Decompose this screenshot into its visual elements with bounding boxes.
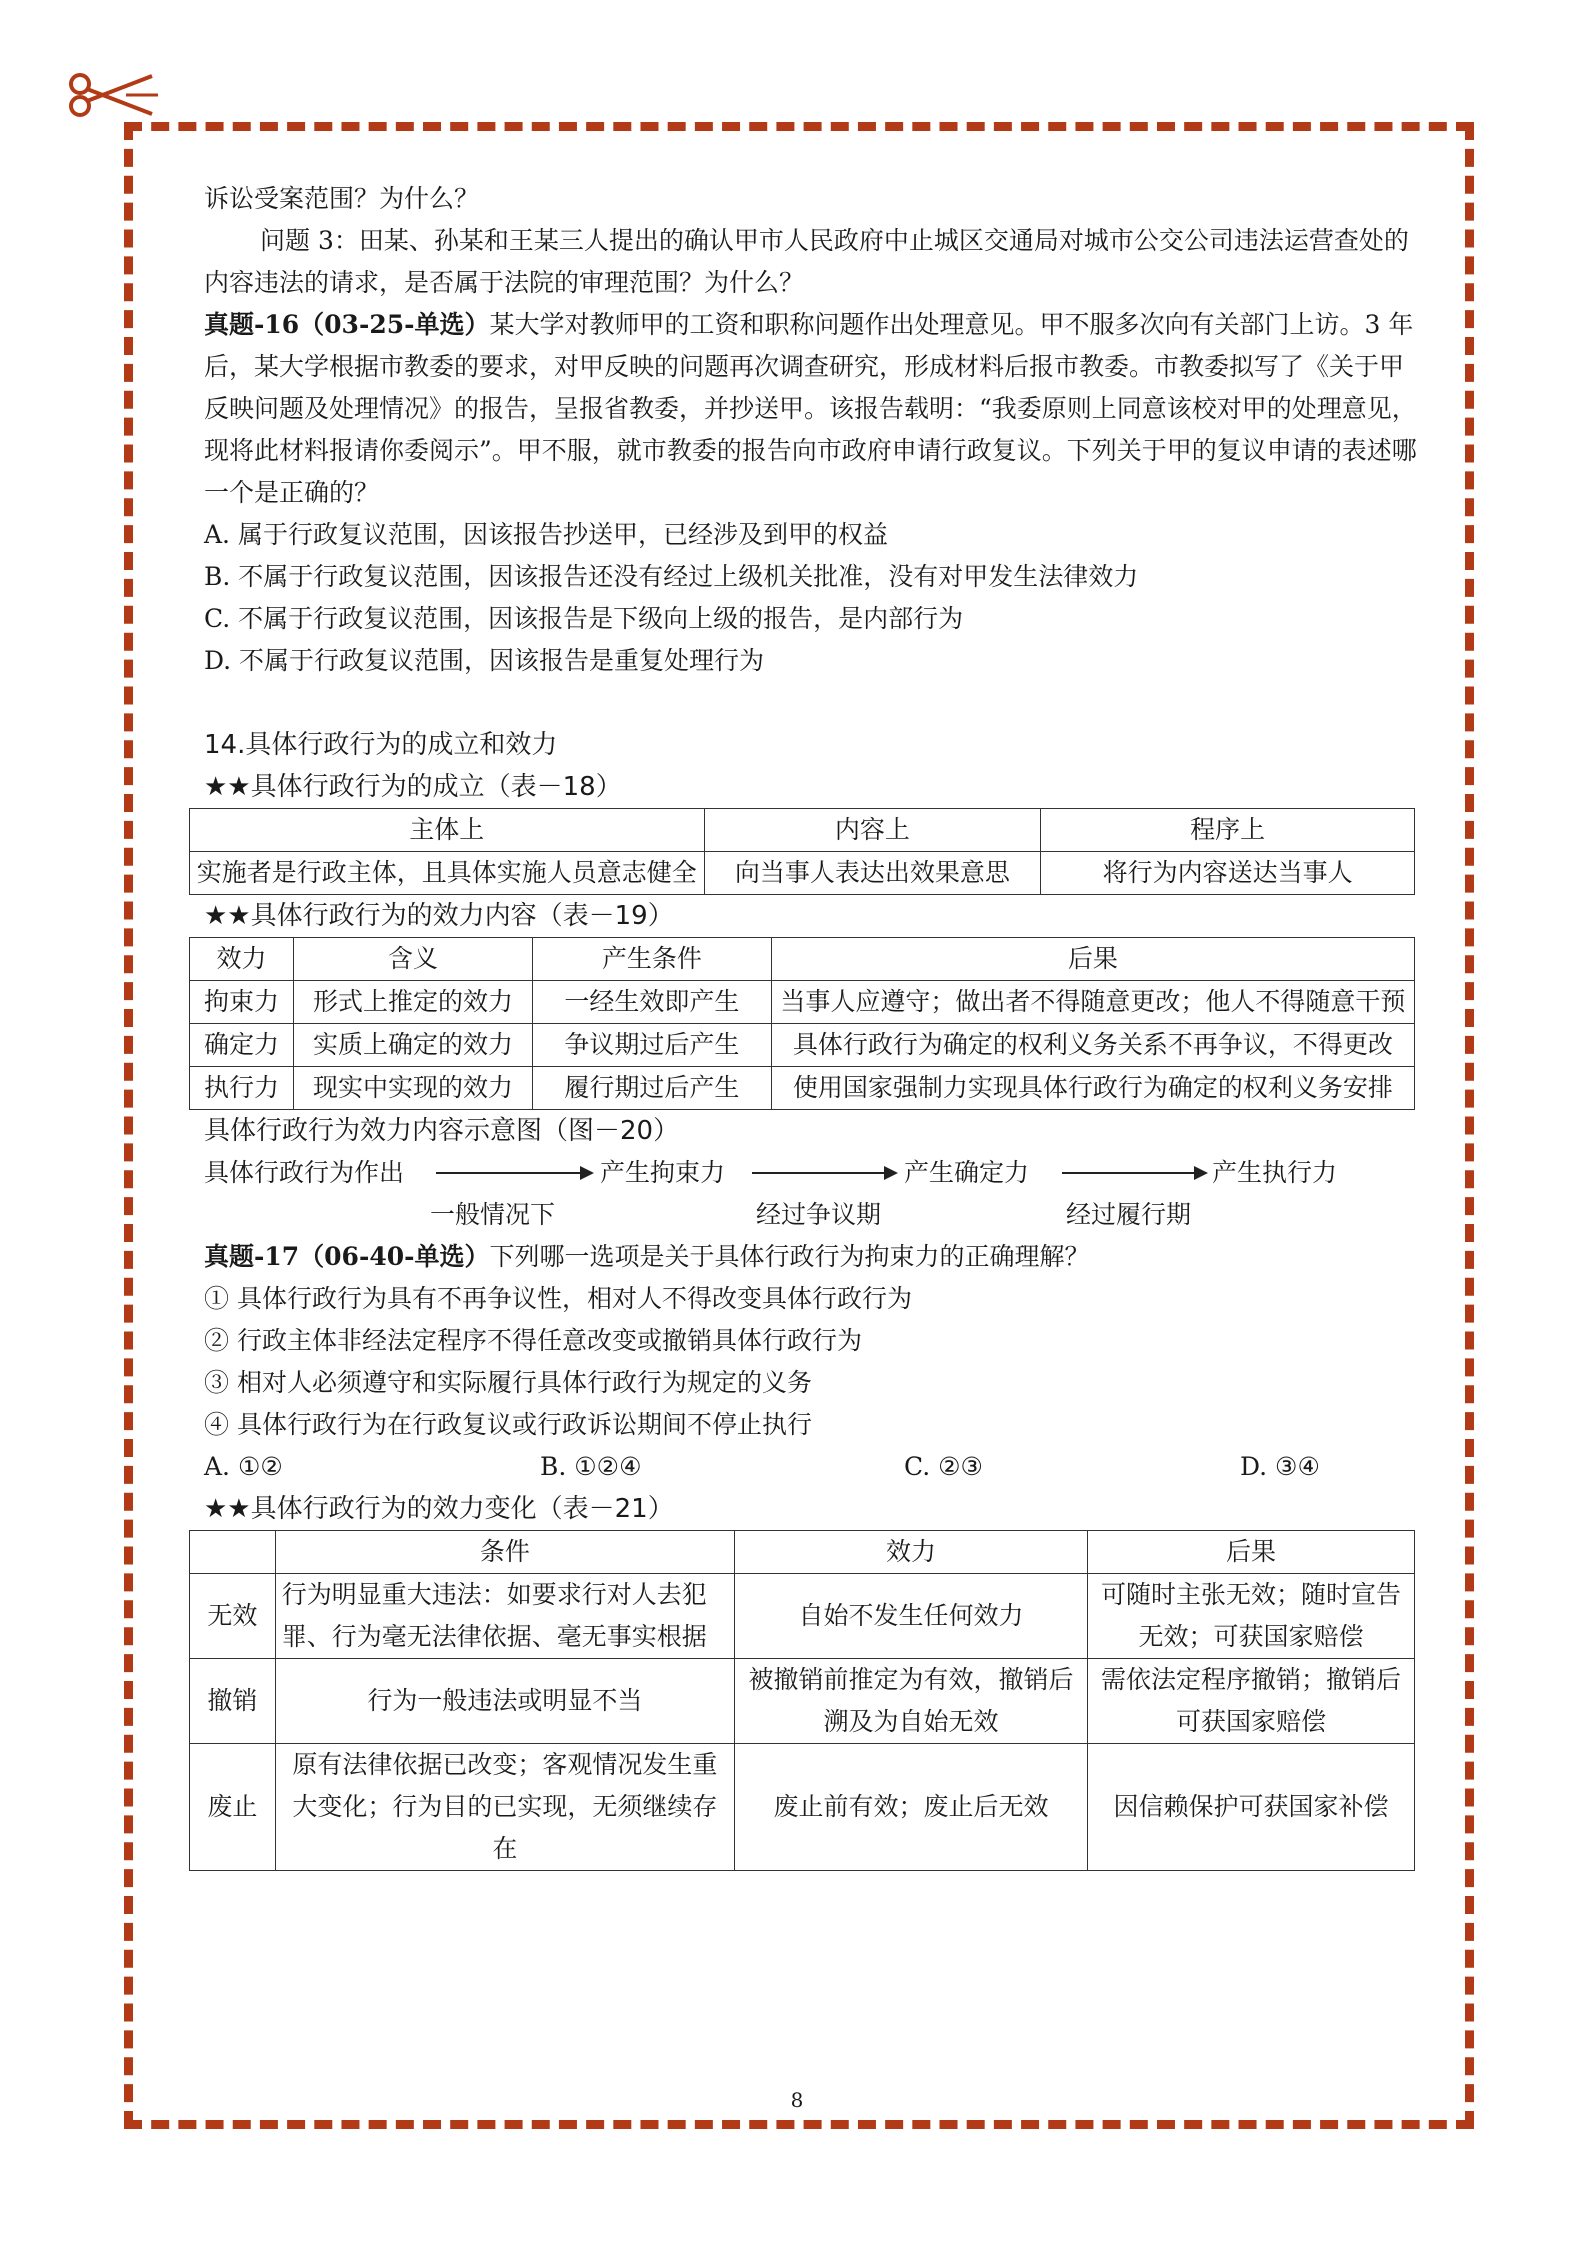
table-header-row xyxy=(190,809,1415,852)
table-header-cell: 含义 xyxy=(294,938,533,981)
table-cell: 拘束力 xyxy=(190,981,294,1024)
table-header-cell: 主体上 xyxy=(190,809,705,852)
diagram-node: 产生拘束力 xyxy=(600,1158,726,1187)
table-cell: 确定力 xyxy=(190,1024,294,1067)
table-cell: 一经生效即产生 xyxy=(533,981,772,1024)
q16-option-a: A. 属于行政复议范围，因该报告抄送甲，已经涉及到甲的权益 xyxy=(204,520,888,549)
question-17-tag: 真题-17（06-40-单选） xyxy=(204,1242,490,1271)
figure-20-diagram xyxy=(204,1152,1418,1236)
q17-choice-b: B. ①②④ xyxy=(540,1452,642,1481)
table-row xyxy=(190,852,1415,895)
arrow-head-icon xyxy=(884,1166,898,1180)
table-cell: 执行力 xyxy=(190,1067,294,1110)
table-19-caption: ★★具体行政行为的效力内容（表－19） xyxy=(204,901,674,931)
table-row xyxy=(190,1744,1415,1871)
page-number: 8 xyxy=(790,2088,804,2112)
table-cell: 将行为内容送达当事人 xyxy=(1041,852,1415,895)
question-3: 问题 3：田某、孙某和王某三人提出的确认甲市人民政府中止城区交通局对城市公交公司违法运营查处的内容违法的请求，是否属于法院的审理范围？为什么？ xyxy=(204,226,1409,297)
table-19 xyxy=(189,937,1415,1110)
diagram-condition: 经过履行期 xyxy=(1066,1200,1192,1229)
section-heading-14: 14.具体行政行为的成立和效力 xyxy=(204,730,558,760)
q17-item-1: ① 具体行政行为具有不再争议性，相对人不得改变具体行政行为 xyxy=(204,1284,912,1313)
q17-choices xyxy=(204,1446,1418,1488)
q17-item-2: ② 行政主体非经法定程序不得任意改变或撤销具体行政行为 xyxy=(204,1326,862,1355)
q17-choice-c: C. ②③ xyxy=(904,1452,983,1481)
q17-choice-a: A. ①② xyxy=(204,1452,283,1481)
q17-choice-d: D. ③④ xyxy=(1240,1452,1320,1481)
table-cell: 无效 xyxy=(190,1574,276,1659)
table-cell: 可随时主张无效；随时宣告无效；可获国家赔偿 xyxy=(1087,1574,1414,1659)
table-header-cell: 后果 xyxy=(1087,1531,1414,1574)
table-header-cell xyxy=(190,1531,276,1574)
diagram-node: 具体行政行为作出 xyxy=(204,1158,405,1187)
scissors-icon xyxy=(66,70,158,120)
table-cell: 需依法定程序撤销；撤销后可获国家赔偿 xyxy=(1087,1659,1414,1744)
table-cell: 因信赖保护可获国家补偿 xyxy=(1087,1744,1414,1871)
table-header-cell: 内容上 xyxy=(704,809,1041,852)
table-row xyxy=(190,1574,1415,1659)
table-cell: 原有法律依据已改变；客观情况发生重大变化；行为目的已实现，无须继续存在 xyxy=(275,1744,734,1871)
table-18 xyxy=(189,808,1415,895)
question-16-text: 某大学对教师甲的工资和职称问题作出处理意见。甲不服多次向有关部门上访。3 年后，某大学根据市教委的要求，对甲反映的问题再次调查研究，形成材料后报市教委。市教委拟写了《关于甲反映问题及处理情况》的报告，呈报省教委，并抄送甲。该报告载明：“我委原则上同意该校对甲的处理意见，现将此材料报请你委阅示”。甲不服，就市教委的报告向市政府申请行政复议。下列关于甲的复议申请的表述哪一个是正确的？ xyxy=(204,310,1417,507)
table-cell: 具体行政行为确定的权利义务关系不再争议，不得更改 xyxy=(771,1024,1414,1067)
arrow-head-icon xyxy=(1194,1166,1208,1180)
question-16-tag: 真题-16（03-25-单选） xyxy=(204,310,490,339)
diagram-node: 产生执行力 xyxy=(1212,1158,1338,1187)
arrow-head-icon xyxy=(580,1166,594,1180)
table-cell: 废止前有效；废止后无效 xyxy=(735,1744,1088,1871)
q16-option-b: B. 不属于行政复议范围，因该报告还没有经过上级机关批准，没有对甲发生法律效力 xyxy=(204,562,1139,591)
table-cell: 行为明显重大违法：如要求行对人去犯罪、行为毫无法律依据、毫无事实根据 xyxy=(275,1574,734,1659)
table-18-caption: ★★具体行政行为的成立（表－18） xyxy=(204,772,622,802)
table-header-cell: 后果 xyxy=(771,938,1414,981)
table-cell: 履行期过后产生 xyxy=(533,1067,772,1110)
table-cell: 实质上确定的效力 xyxy=(294,1024,533,1067)
diagram-condition: 一般情况下 xyxy=(430,1200,556,1229)
table-21-caption: ★★具体行政行为的效力变化（表－21） xyxy=(204,1494,674,1524)
q16-option-c: C. 不属于行政复议范围，因该报告是下级向上级的报告，是内部行为 xyxy=(204,604,964,633)
q17-item-3: ③ 相对人必须遵守和实际履行具体行政行为规定的义务 xyxy=(204,1368,812,1397)
table-cell: 实施者是行政主体，且具体实施人员意志健全 xyxy=(190,852,705,895)
table-cell: 形式上推定的效力 xyxy=(294,981,533,1024)
table-row xyxy=(190,1659,1415,1744)
q16-option-d: D. 不属于行政复议范围，因该报告是重复处理行为 xyxy=(204,646,765,675)
table-cell: 现实中实现的效力 xyxy=(294,1067,533,1110)
table-cell: 争议期过后产生 xyxy=(533,1024,772,1067)
table-header-cell: 效力 xyxy=(735,1531,1088,1574)
figure-20-caption: 具体行政行为效力内容示意图（图－20） xyxy=(204,1116,680,1146)
table-cell: 行为一般违法或明显不当 xyxy=(275,1659,734,1744)
diagram-condition: 经过争议期 xyxy=(756,1200,882,1229)
table-cell: 被撤销前推定为有效，撤销后溯及为自始无效 xyxy=(735,1659,1088,1744)
table-cell: 向当事人表达出效果意思 xyxy=(704,852,1041,895)
page-content xyxy=(196,178,1418,1871)
q17-item-4: ④ 具体行政行为在行政复议或行政诉讼期间不停止执行 xyxy=(204,1410,812,1439)
question-16 xyxy=(204,304,1418,514)
table-cell: 撤销 xyxy=(190,1659,276,1744)
question-17 xyxy=(204,1236,1418,1278)
table-header-cell: 程序上 xyxy=(1041,809,1415,852)
diagram-node: 产生确定力 xyxy=(904,1158,1030,1187)
table-header-row xyxy=(190,1531,1415,1574)
table-cell: 自始不发生任何效力 xyxy=(735,1574,1088,1659)
table-row xyxy=(190,1024,1415,1067)
table-21 xyxy=(189,1530,1415,1871)
table-header-row xyxy=(190,938,1415,981)
table-header-cell: 产生条件 xyxy=(533,938,772,981)
question-17-text: 下列哪一选项是关于具体行政行为拘束力的正确理解？ xyxy=(489,1242,1090,1271)
table-cell: 废止 xyxy=(190,1744,276,1871)
table-row xyxy=(190,981,1415,1024)
table-cell: 使用国家强制力实现具体行政行为确定的权利义务安排 xyxy=(771,1067,1414,1110)
table-row xyxy=(190,1067,1415,1110)
table-cell: 当事人应遵守；做出者不得随意更改；他人不得随意干预 xyxy=(771,981,1414,1024)
table-header-cell: 条件 xyxy=(275,1531,734,1574)
table-header-cell: 效力 xyxy=(190,938,294,981)
intro-line: 诉讼受案范围？为什么？ xyxy=(204,184,480,213)
